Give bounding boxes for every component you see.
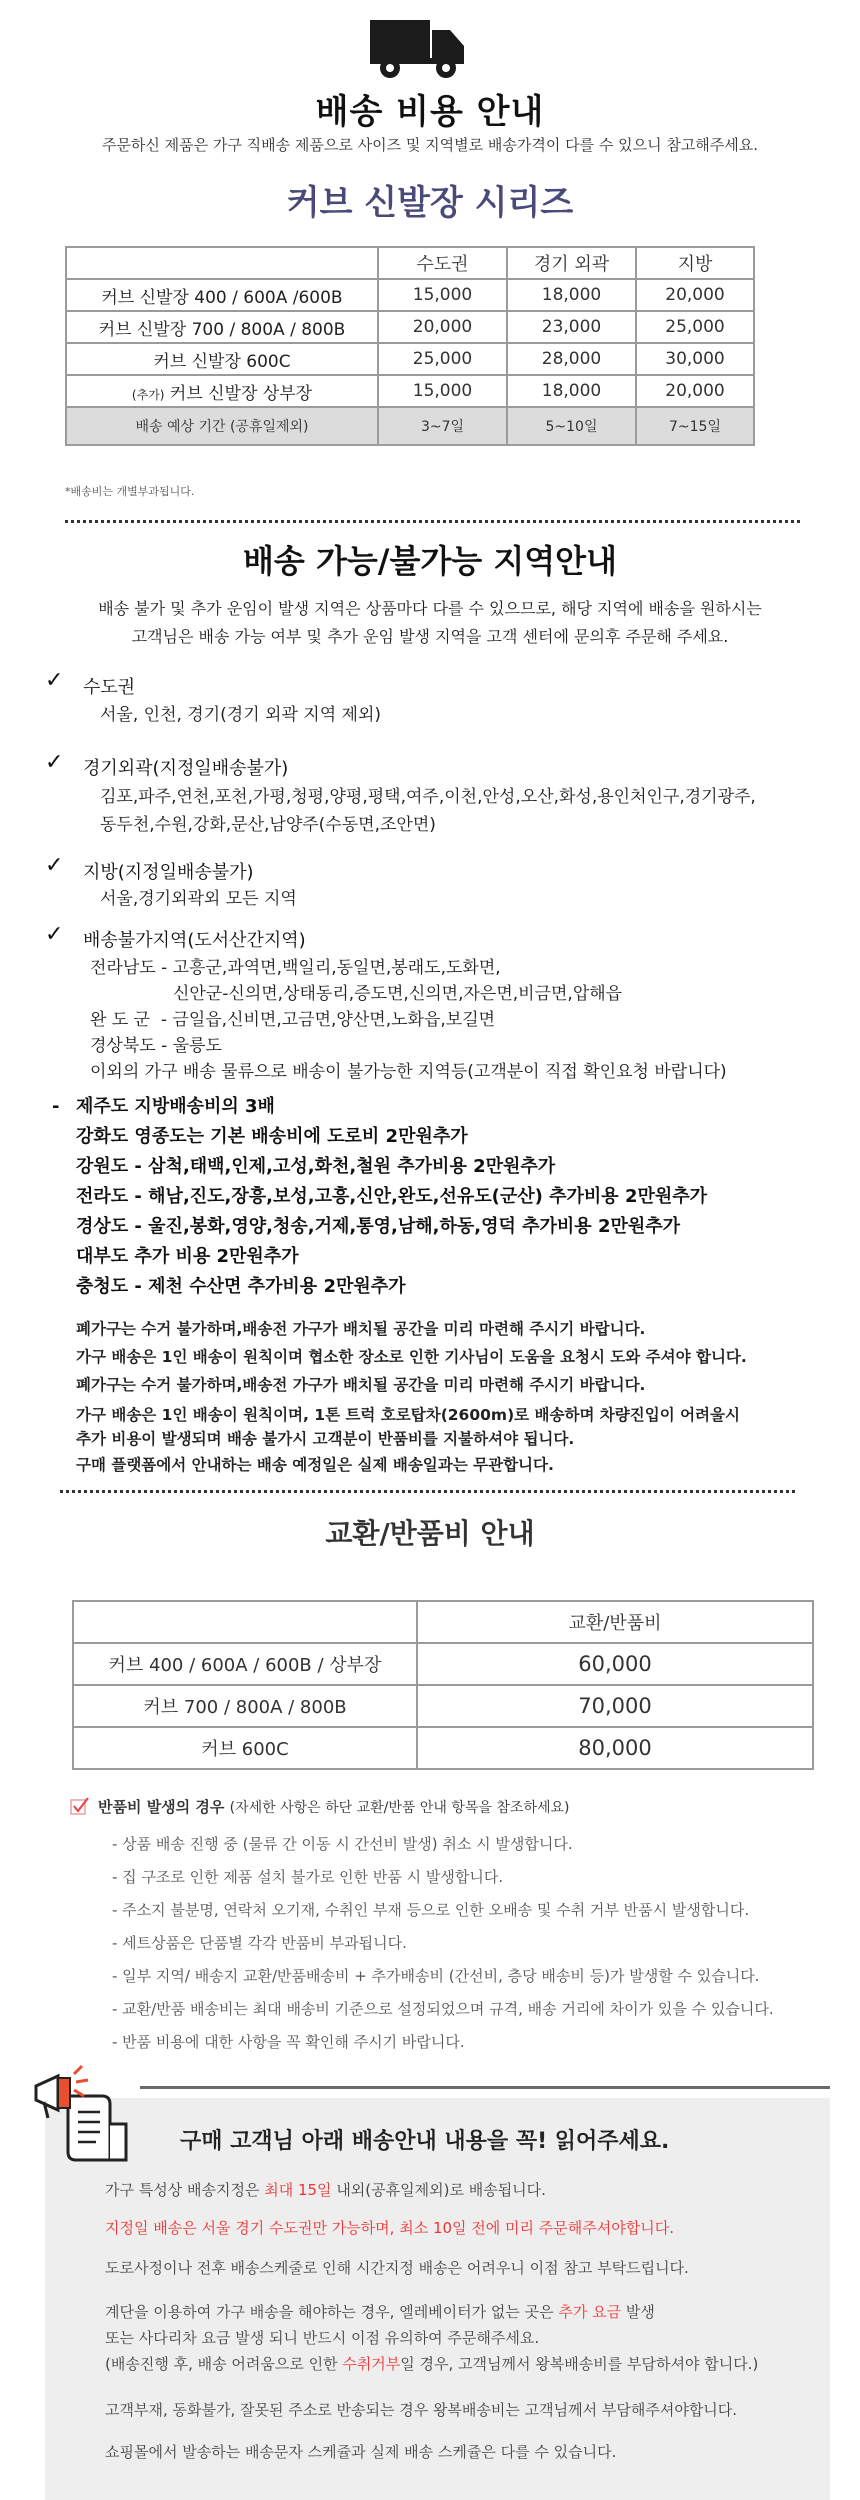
extra-cost-line: 경상도 - 울진,봉화,영양,청송,거제,통영,남해,하동,영덕 추가비용 2만원추가 xyxy=(76,1216,681,1237)
table-header-cell: 수도권 xyxy=(378,247,507,279)
region-item-title: 수도권 xyxy=(83,677,136,698)
price-cell: 18,000 xyxy=(507,279,636,311)
notice-line: 가구 배송은 1인 배송이 원칙이며, 1톤 트럭 호로탑차(2600m)로 배송하며 차량진입이 어려울시 xyxy=(76,1406,740,1424)
shipping-price-table xyxy=(65,246,755,446)
region-item-line: 동두천,수원,강화,문산,남양주(수동면,조안면) xyxy=(100,815,436,835)
price-cell: 30,000 xyxy=(636,343,754,375)
page-title: 배송 비용 안내 xyxy=(315,92,545,132)
region-item-line: 경상북도 - 울릉도 xyxy=(90,1036,222,1056)
region-intro-line: 고객님은 배송 가능 여부 및 추가 운임 발생 지역을 고객 센터에 문의후 주문해 주세요. xyxy=(131,627,729,646)
table-header-row xyxy=(73,1601,813,1643)
notice-line: 추가 비용이 발생되며 배송 불가시 고객분이 반품비를 지불하셔야 됩니다. xyxy=(76,1430,575,1448)
product-name: 커브 600C xyxy=(73,1727,417,1769)
return-item: - 교환/반품 배송비는 최대 배송비 기준으로 설정되었으며 규격, 배송 거리에 차이가 있을 수 있습니다. xyxy=(112,2000,774,2018)
return-title: 교환/반품비 안내 xyxy=(325,1517,535,1550)
product-name xyxy=(66,375,378,407)
region-item-line: 전라남도 - 고흥군,과역면,백일리,동일면,봉래도,도화면, xyxy=(90,958,501,978)
guide-line-text: 계단을 이용하여 가구 배송을 해야하는 경우, 엘레베이터가 없는 곳은 xyxy=(105,2303,559,2321)
dash-mark: - xyxy=(52,1096,60,1117)
table-header-cell: 교환/반품비 xyxy=(417,1601,813,1643)
guide-line-highlight: 최대 15일 xyxy=(264,2181,332,2199)
check-icon: ✓ xyxy=(45,853,64,878)
delivery-period-row xyxy=(66,407,754,445)
price-cell: 20,000 xyxy=(378,311,507,343)
table-row xyxy=(66,311,754,343)
check-icon: ✓ xyxy=(45,750,64,775)
table-header-cell: 지방 xyxy=(636,247,754,279)
return-section-hint: (자세한 사항은 하단 교환/반품 안내 항목을 참조하세요) xyxy=(229,1800,570,1816)
guide-top-rule xyxy=(140,2086,830,2089)
return-fee-cell: 60,000 xyxy=(417,1643,813,1685)
delivery-period-cell: 5~10일 xyxy=(507,407,636,445)
region-item-title: 배송불가지역(도서산간지역) xyxy=(83,930,306,951)
region-intro-line: 배송 불가 및 추가 운임이 발생 지역은 상품마다 다를 수 있으므로, 해당 지역에 배송을 원하시는 xyxy=(98,599,762,618)
return-item: - 집 구조로 인한 제품 설치 불가로 인한 반품 시 발생합니다. xyxy=(112,1868,504,1886)
product-name-text: 커브 신발장 상부장 xyxy=(169,383,313,404)
guide-line: 쇼핑몰에서 발송하는 배송문자 스케쥴과 실제 배송 스케쥴은 다를 수 있습니다. xyxy=(105,2443,617,2461)
notice-line: 폐가구는 수거 불가하며,배송전 가구가 배치될 공간을 미리 마련해 주시기 바랍니다. xyxy=(76,1376,646,1394)
page-subtitle: 주문하신 제품은 가구 직배송 제품으로 사이즈 및 지역별로 배송가격이 다를 수 있으니 참고해주세요. xyxy=(101,136,759,154)
guide-line-highlight: 수취거부 xyxy=(342,2355,401,2373)
extra-cost-line: 충청도 - 제천 수산면 추가비용 2만원추가 xyxy=(76,1276,406,1297)
megaphone-icon xyxy=(30,2060,150,2170)
guide-line: 또는 사다리차 요금 발생 되니 반드시 이점 유의하여 주문해주세요. xyxy=(105,2329,540,2347)
guide-line xyxy=(105,2300,655,2324)
divider xyxy=(65,520,800,523)
return-section-title-text: 반품비 발생의 경우 xyxy=(98,1798,225,1816)
region-item-line: 서울,경기외곽외 모든 지역 xyxy=(100,889,297,909)
guide-line-text: 가구 특성상 배송지정은 xyxy=(105,2181,265,2199)
extra-cost-line: 강화도 영종도는 기본 배송비에 도로비 2만원추가 xyxy=(76,1126,468,1147)
table-header-cell: 경기 외곽 xyxy=(507,247,636,279)
guide-line xyxy=(105,2178,546,2202)
series-title: 커브 신발장 시리즈 xyxy=(286,183,574,223)
table-row xyxy=(73,1727,813,1769)
product-name: 커브 신발장 400 / 600A /600B xyxy=(66,279,378,311)
region-item-line: 완 도 군 - 금일읍,신비면,고금면,양산면,노화읍,보길면 xyxy=(90,1010,496,1030)
guide-title: 구매 고객님 아래 배송안내 내용을 꼭! 읽어주세요. xyxy=(180,2129,670,2154)
table-row xyxy=(66,343,754,375)
region-item-title: 지방(지정일배송불가) xyxy=(83,862,254,883)
price-cell: 15,000 xyxy=(378,279,507,311)
guide-line xyxy=(105,2352,758,2376)
return-item: - 상품 배송 진행 중 (물류 간 이동 시 간선비 발생) 취소 시 발생합니다. xyxy=(112,1835,573,1853)
price-cell: 28,000 xyxy=(507,343,636,375)
region-item-line: 서울, 인천, 경기(경기 외곽 지역 제외) xyxy=(100,705,381,725)
table-row xyxy=(66,279,754,311)
product-name: 커브 400 / 600A / 600B / 상부장 xyxy=(73,1643,417,1685)
jeju-title: 제주도 지방배송비의 3배 xyxy=(76,1096,275,1117)
price-note: *배송비는 개별부과됩니다. xyxy=(65,485,195,498)
table-header-row xyxy=(66,247,754,279)
extra-cost-line: 대부도 추가 비용 2만원추가 xyxy=(76,1246,299,1267)
product-name: 커브 신발장 700 / 800A / 800B xyxy=(66,311,378,343)
guide-line: 고객부재, 동화불가, 잘못된 주소로 반송되는 경우 왕복배송비는 고객님께서 부담해주셔야합니다. xyxy=(105,2401,738,2419)
extra-cost-line: 전라도 - 해남,진도,장흥,보성,고흥,신안,완도,선유도(군산) 추가비용 2만원추가 xyxy=(76,1186,708,1207)
table-row xyxy=(73,1685,813,1727)
delivery-period-label: 배송 예상 기간 (공휴일제외) xyxy=(66,407,378,445)
price-cell: 18,000 xyxy=(507,375,636,407)
guide-line-text: (배송진행 후, 배송 어려움으로 인한 xyxy=(105,2355,343,2373)
notice-line: 폐가구는 수거 불가하며,배송전 가구가 배치될 공간을 미리 마련해 주시기 바랍니다. xyxy=(76,1320,646,1338)
price-cell: 25,000 xyxy=(378,343,507,375)
guide-line-text: 발생 xyxy=(621,2303,655,2321)
price-cell: 15,000 xyxy=(378,375,507,407)
checkbox-checked-icon xyxy=(70,1796,90,1816)
guide-line: 도로사정이나 전후 배송스케줄로 인해 시간지정 배송은 어려우니 이점 참고 부탁드립니다. xyxy=(105,2259,689,2277)
return-item: - 반품 비용에 대한 사항을 꼭 확인해 주시기 바랍니다. xyxy=(112,2033,465,2051)
return-fee-cell: 70,000 xyxy=(417,1685,813,1727)
check-icon: ✓ xyxy=(45,668,64,693)
return-fee-table xyxy=(72,1600,814,1770)
delivery-truck-icon xyxy=(368,18,468,80)
table-row xyxy=(73,1643,813,1685)
guide-line: 지정일 배송은 서울 경기 수도권만 가능하며, 최소 10일 전에 미리 주문해주셔야합니다. xyxy=(105,2219,674,2237)
notice-line: 구매 플랫폼에서 안내하는 배송 예정일은 실제 배송일과는 무관합니다. xyxy=(76,1456,554,1474)
table-header-cell xyxy=(73,1601,417,1643)
region-item-line: 김포,파주,연천,포천,가평,청평,양평,평택,여주,이천,안성,오산,화성,용인처인구,경기광주, xyxy=(100,787,756,807)
product-name: 커브 700 / 800A / 800B xyxy=(73,1685,417,1727)
return-section-title xyxy=(98,1796,569,1817)
guide-line-text: 일 경우, 고객님께서 왕복배송비를 부담하셔야 합니다.) xyxy=(400,2355,759,2373)
region-item-title: 경기외곽(지정일배송불가) xyxy=(83,758,289,779)
guide-line-text: 내외(공휴일제외)로 배송됩니다. xyxy=(331,2181,546,2199)
divider xyxy=(60,1490,795,1493)
product-name: 커브 신발장 600C xyxy=(66,343,378,375)
price-cell: 20,000 xyxy=(636,279,754,311)
extra-cost-line: 강원도 - 삼척,태백,인제,고성,화천,철원 추가비용 2만원추가 xyxy=(76,1156,556,1177)
return-item: - 일부 지역/ 배송지 교환/반품배송비 + 추가배송비 (간선비, 층당 배송비 등)가 발생할 수 있습니다. xyxy=(112,1967,760,1985)
price-cell: 25,000 xyxy=(636,311,754,343)
region-title: 배송 가능/불가능 지역안내 xyxy=(242,542,617,580)
guide-line-highlight: 추가 요금 xyxy=(558,2303,622,2321)
table-row xyxy=(66,375,754,407)
region-item-line: 이외의 가구 배송 물류으로 배송이 불가능한 지역등(고객분이 직접 확인요청 바랍니다) xyxy=(90,1062,727,1082)
region-item-line: 신안군-신의면,상태동리,증도면,신의면,자은면,비금면,압해읍 xyxy=(173,984,623,1004)
check-icon: ✓ xyxy=(45,922,64,947)
product-name-prefix: (추가) xyxy=(131,387,165,402)
table-header-cell xyxy=(66,247,378,279)
delivery-period-cell: 3~7일 xyxy=(378,407,507,445)
return-item: - 세트상품은 단품별 각각 반품비 부과됩니다. xyxy=(112,1934,407,1952)
notice-line: 가구 배송은 1인 배송이 원칙이며 협소한 장소로 인한 기사님이 도움을 요청시 도와 주셔야 합니다. xyxy=(76,1348,747,1366)
price-cell: 20,000 xyxy=(636,375,754,407)
return-item: - 주소지 불분명, 연락처 오기재, 수취인 부재 등으로 인한 오배송 및 수취 거부 반품시 발생합니다. xyxy=(112,1901,750,1919)
price-cell: 23,000 xyxy=(507,311,636,343)
return-fee-cell: 80,000 xyxy=(417,1727,813,1769)
delivery-period-cell: 7~15일 xyxy=(636,407,754,445)
